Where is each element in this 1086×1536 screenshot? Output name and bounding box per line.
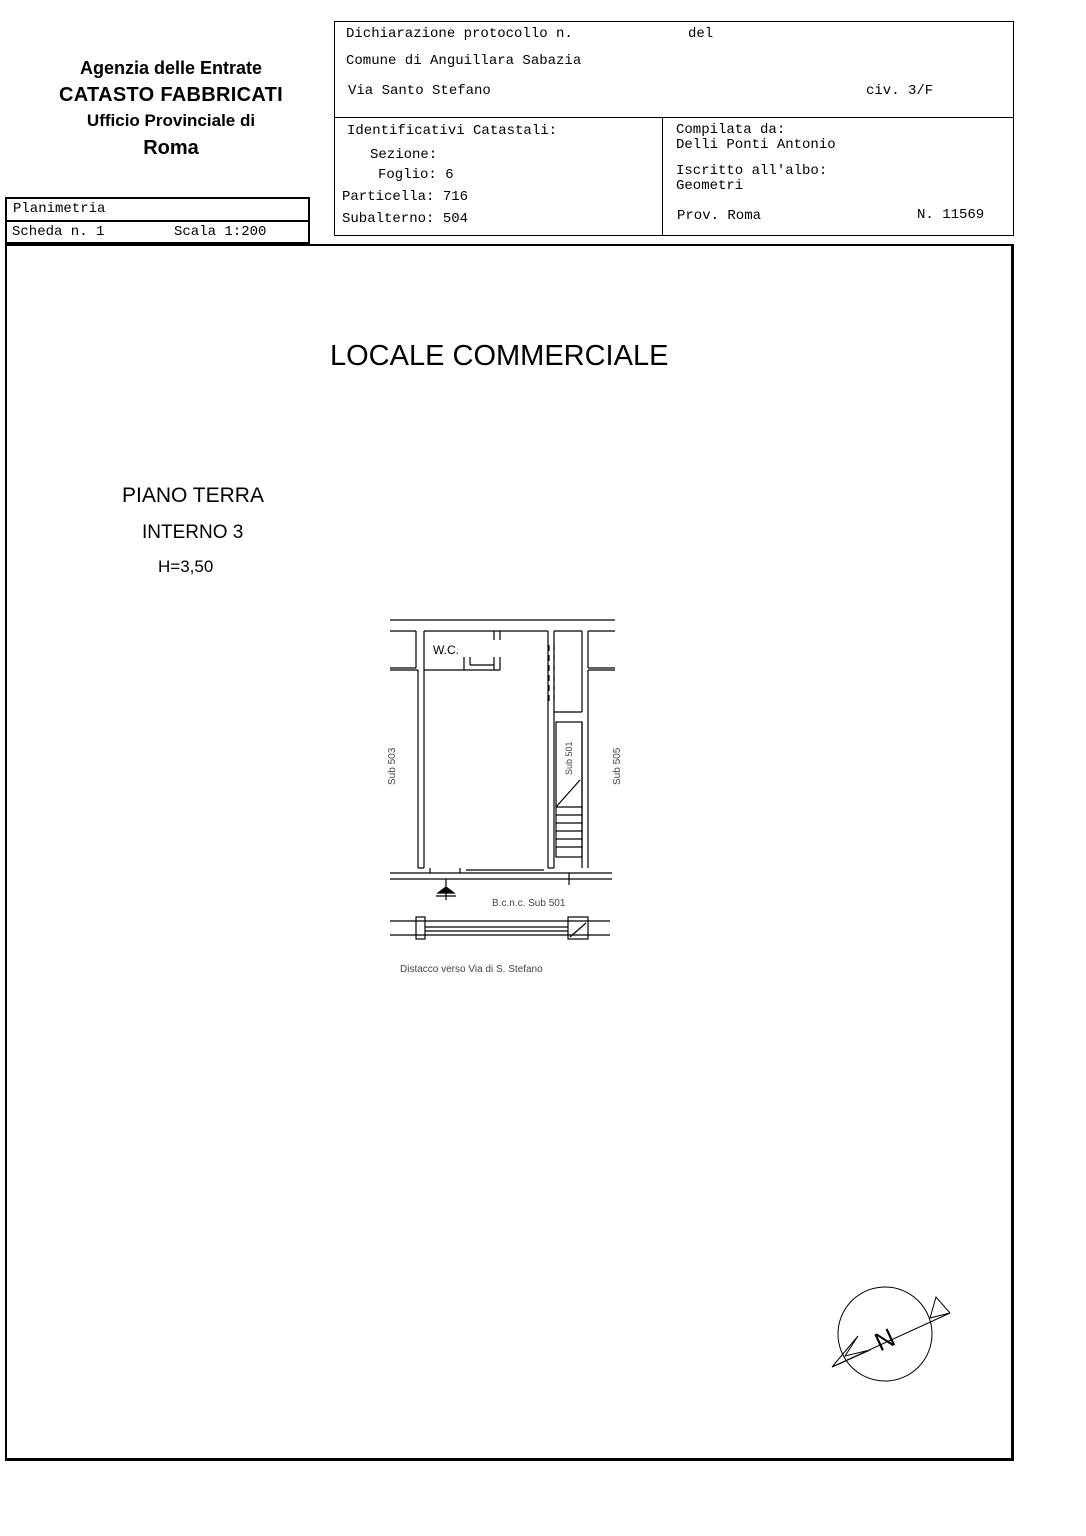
sezione-label: Sezione: (370, 147, 438, 163)
scheda-label: Scheda n. 1 (12, 224, 105, 240)
north-letter: N (869, 1322, 900, 1358)
altezza-label: H=3,50 (158, 557, 214, 576)
interno-label: INTERNO 3 (142, 522, 244, 543)
floor-plan (380, 610, 630, 990)
distacco-label: Distacco verso Via di S. Stefano (400, 964, 543, 975)
numero-label: N. 11569 (917, 207, 985, 223)
piano-label: PIANO TERRA (122, 484, 264, 507)
via-label: Via Santo Stefano (348, 83, 491, 99)
ufficio-city: Roma (143, 137, 199, 159)
compilata-box (662, 117, 1014, 236)
prov-label: Prov. Roma (677, 208, 762, 224)
identificativi-title: Identificativi Catastali: (347, 123, 558, 139)
sub503-label: Sub 503 (387, 747, 398, 785)
sub505-label: Sub 505 (612, 747, 623, 785)
foglio-label: Foglio: 6 (378, 167, 454, 183)
dichiarazione-label: Dichiarazione protocollo n. (346, 26, 573, 42)
declaration-box (334, 21, 1014, 118)
subalterno-label: Subalterno: 504 (342, 211, 469, 227)
identificativi-box (334, 117, 663, 236)
albo-label: Geometri (676, 178, 744, 194)
compilata-name: Delli Ponti Antonio (676, 137, 836, 153)
drawing-title: LOCALE COMMERCIALE (330, 340, 669, 372)
planimetria-divider (7, 220, 308, 222)
scala-label: Scala 1:200 (174, 224, 267, 240)
del-label: del (688, 26, 714, 42)
wc-label: W.C. (433, 643, 459, 657)
agency-block (40, 56, 302, 164)
sub501-label: Sub 501 (564, 741, 574, 775)
north-arrow-icon (820, 1280, 960, 1390)
planimetria-title: Planimetria (13, 201, 106, 217)
compilata-label: Compilata da: (676, 122, 786, 138)
particella-label: Particella: 716 (342, 189, 469, 205)
bcnc-label: B.c.n.c. Sub 501 (492, 898, 566, 909)
civico-label: civ. 3/F (866, 83, 934, 99)
comune-label: Comune di Anguillara Sabazia (346, 53, 582, 69)
iscritto-label: Iscritto all'albo: (676, 163, 828, 179)
planimetria-box (5, 197, 310, 244)
ufficio-label: Ufficio Provinciale di (86, 111, 256, 130)
agency-name: Agenzia delle Entrate (79, 58, 263, 78)
catasto-title: CATASTO FABBRICATI (59, 84, 283, 106)
